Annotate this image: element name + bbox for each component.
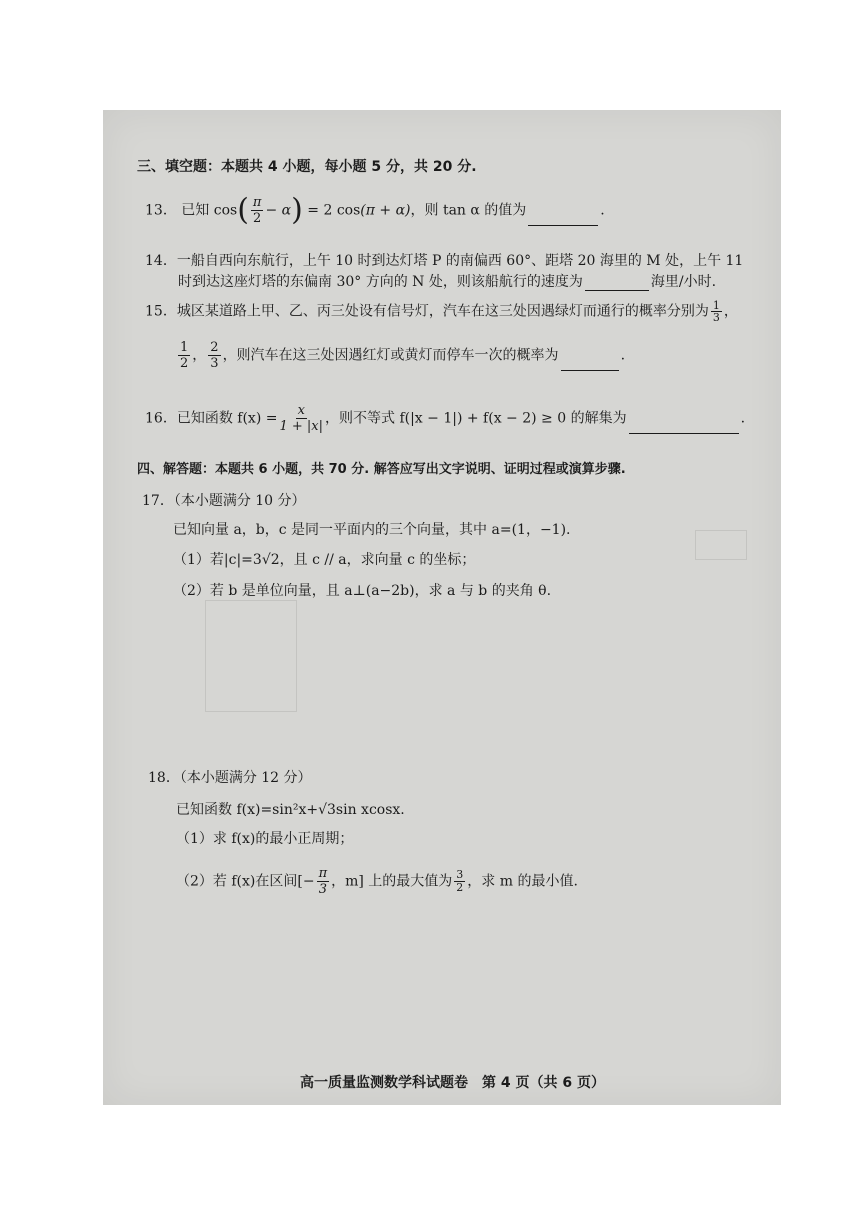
question-18-part-2: （2）若 f(x)在区间[− $\frac{\pi}{3}$ ，m] 上的最大值为 $\frac{3}{2}$ ，求 m 的最小值. <box>176 866 578 897</box>
question-14-number: 14． <box>145 253 177 269</box>
fraction-1-2: $\frac{1}{2}$ <box>180 340 189 371</box>
question-17-part-2: （2）若 b 是单位向量，且 a⊥(a−2b)，求 a 与 b 的夹角 θ. <box>173 583 552 599</box>
question-15-number: 15． <box>145 303 177 320</box>
question-13-text-a: 已知 <box>181 202 210 219</box>
question-18-title: 18．（本小题满分 12 分） <box>148 770 312 786</box>
section-3-heading: 三、填空题：本题共 4 小题，每小题 5 分，共 20 分. <box>137 159 477 175</box>
question-13-number: 13． <box>145 202 177 219</box>
answer-blank-16[interactable] <box>629 419 739 434</box>
question-17-title: 17．（本小题满分 10 分） <box>142 493 306 509</box>
question-16-number: 16． <box>145 410 177 427</box>
question-13-text-b: ，则 tan α 的值为 <box>410 202 527 219</box>
question-14-line-1: 14．一船自西向东航行，上午 10 时到达灯塔 P 的南偏西 60°、距塔 20 海里的 M 处，上午 11 <box>145 253 744 269</box>
section-4-heading: 四、解答题：本题共 6 小题，共 70 分. 解答应写出文字说明、证明过程或演算步骤. <box>137 462 626 477</box>
question-15-line-2: $\frac{1}{2}$ ， $\frac{2}{3}$ ，则汽车在这三处因遇红灯或黄灯而停车一次的概率为 . <box>180 340 626 371</box>
question-14-line-2: 时到达这座灯塔的东偏南 30° 方向的 N 处，则该船航行的速度为 海里/小时. <box>178 274 717 290</box>
show-through-figure <box>205 600 297 712</box>
question-16: 16．已知函数 f(x) = $\frac{x}{1 + |x|}$ ，则不等式 f(|x − 1|) + f(x − 2) ≥ 0 的解集为 . <box>145 403 746 434</box>
close-paren: ) <box>291 192 303 228</box>
show-through-box <box>695 530 747 560</box>
minus-alpha: − α <box>265 202 292 219</box>
function-fraction: $\frac{x}{1 + |x|}$ <box>279 403 323 434</box>
fraction-2-3: $\frac{2}{3}$ <box>210 340 219 371</box>
question-18-stem: 已知函数 f(x)=sin²x+√3sin xcosx. <box>176 802 405 818</box>
cos-function: cos <box>213 202 238 219</box>
fraction-1-3: $\frac{1}{3}$ <box>712 299 720 324</box>
equals-2cos: = 2 cos <box>307 202 361 219</box>
answer-blank-14[interactable] <box>585 276 649 291</box>
open-paren: ( <box>237 192 249 228</box>
pi-plus-alpha: (π + α) <box>360 202 411 219</box>
pi-over-3-fraction: $\frac{\pi}{3}$ <box>318 866 328 897</box>
answer-blank-15[interactable] <box>561 356 619 371</box>
answer-blank-13[interactable] <box>528 211 598 226</box>
question-13: 13． 已知 cos( $\frac{\pi}{2}$ − α) = 2 cos(π + α)，则 tan α 的值为 . <box>145 192 605 228</box>
question-18-part-1: （1）求 f(x)的最小正周期； <box>176 831 354 847</box>
page-footer: 高一质量监测数学科试题卷 第 4 页（共 6 页） <box>300 1075 605 1091</box>
pi-over-2-fraction: $\frac{\pi}{2}$ <box>252 195 262 226</box>
question-17-part-1: （1）若|c|=3√2，且 c // a，求向量 c 的坐标； <box>173 552 476 568</box>
question-15-line-1: 15．城区某道路上甲、乙、丙三处设有信号灯，汽车在这三处因遇绿灯而通行的概率分别为 $\frac{1}{3}$ ， <box>145 299 738 324</box>
question-17-stem: 已知向量 a，b，c 是同一平面内的三个向量，其中 a=(1，−1). <box>173 522 571 538</box>
fraction-3-2: $\frac{3}{2}$ <box>456 868 464 894</box>
